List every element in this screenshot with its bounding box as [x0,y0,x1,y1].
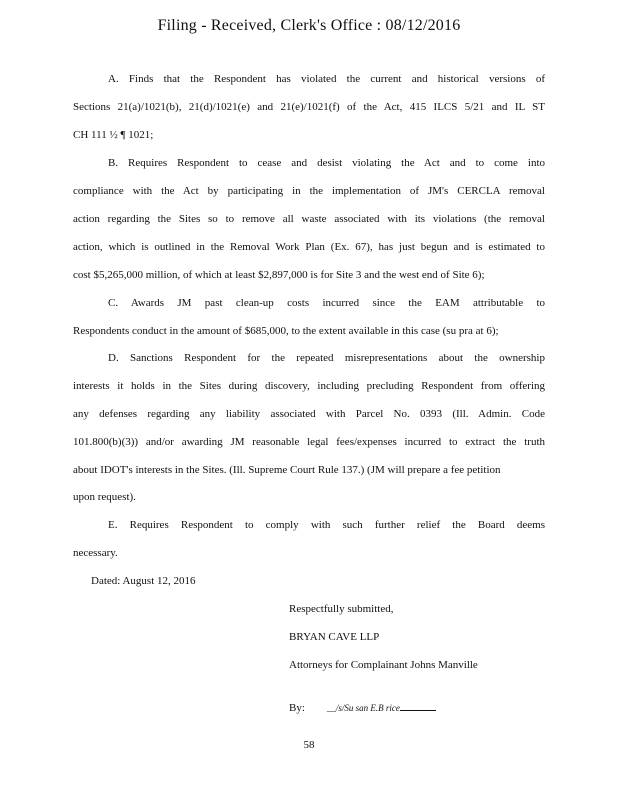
paragraph-a-line: A. Finds that the Respondent has violated the current and historical versions of [108,73,545,85]
electronic-signature: __/s/Su san E.B rice [326,703,400,713]
paragraph-a-line: Sections 21(a)/1021(b), 21(d)/1021(e) and 21(e)/1021(f) of the Act, 415 ILCS 5/21 and IL ST [73,101,545,113]
paragraph-b-line: action regarding the Sites so to remove all waste associated with its violations (the removal [73,213,545,225]
attorneys-line: Attorneys for Complainant Johns Manville [289,659,478,671]
signature-underline [400,700,436,711]
paragraph-c-line: C. Awards JM past clean-up costs incurred since the EAM attributable to [108,297,545,309]
paragraph-c-line: Respondents conduct in the amount of $685,000, to the extent available in this case (su pra at 6); [73,325,499,337]
paragraph-d-line: upon request). [73,491,136,503]
respectfully-submitted: Respectfully submitted, [289,603,394,615]
paragraph-b-line: action, which is outlined in the Removal Work Plan (Ex. 67), has just begun and is estimated to [73,241,545,253]
paragraph-b-line: B. Requires Respondent to cease and desist violating the Act and to come into [108,157,545,169]
paragraph-d-line: 101.800(b)(3)) and/or awarding JM reasonable legal fees/expenses incurred to extract the truth [73,436,545,448]
paragraph-d-line: about IDOT's interests in the Sites. (Ill. Supreme Court Rule 137.) (JM will prepare a fee petition [73,464,501,476]
dated-line: Dated: August 12, 2016 [91,575,196,587]
paragraph-b-line: compliance with the Act by participating in the implementation of JM's CERCLA removal [73,185,545,197]
page-number: 58 [303,739,315,751]
paragraph-e-line: necessary. [73,547,118,559]
paragraph-e-line: E. Requires Respondent to comply with such further relief the Board deems [108,519,545,531]
law-firm-name: BRYAN CAVE LLP [289,631,380,643]
paragraph-d-line: interests it holds in the Sites during discovery, including precluding Respondent from offering [73,380,545,392]
signature-line [289,700,436,715]
paragraph-b-line: cost $5,265,000 million, of which at least $2,897,000 is for Site 3 and the west end of Site 6); [73,269,485,281]
paragraph-d-line: any defenses regarding any liability associated with Parcel No. 0393 (Ill. Admin. Code [73,408,545,420]
by-label: By: [289,702,305,714]
paragraph-a-line: CH 111 ½ ¶ 1021; [73,129,154,141]
paragraph-d-line: D. Sanctions Respondent for the repeated misrepresentations about the ownership [108,352,545,364]
filing-header: Filing - Received, Clerk's Office : 08/12/2016 [157,17,461,34]
